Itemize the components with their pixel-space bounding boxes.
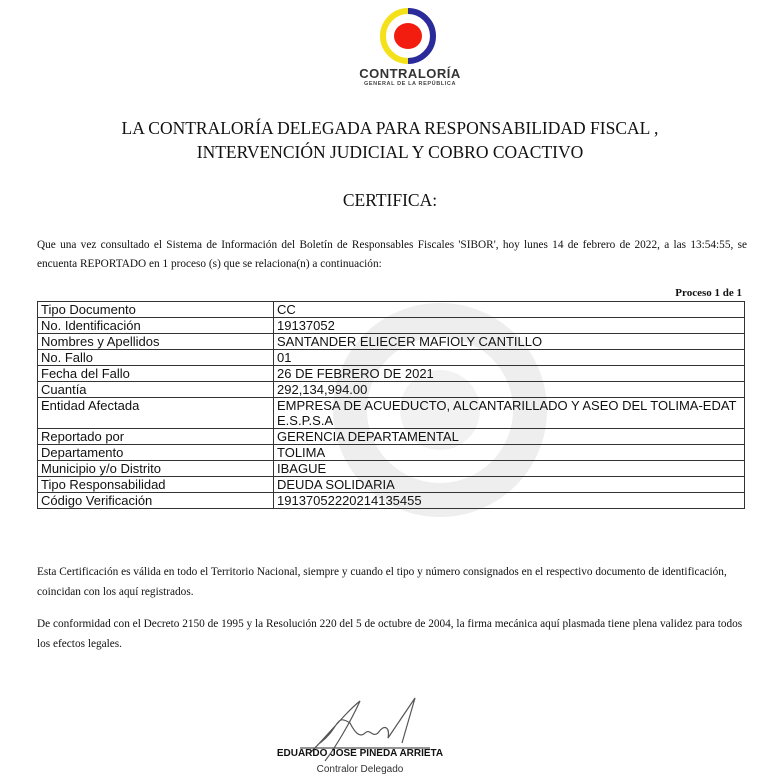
- validity-paragraph: Esta Certificación es válida en todo el Territorio Nacional, siempre y cuando el tipo y número consignados en el respectivo documento de identificación, coincidan con los aquí registrados.: [37, 566, 727, 598]
- table-row: [38, 461, 745, 477]
- row-label: Cuantía: [38, 382, 274, 398]
- signer-name: EDUARDO JOSE PINEDA ARRIETA: [276, 748, 444, 759]
- row-value: IBAGUE: [274, 461, 745, 477]
- row-value: TOLIMA: [274, 445, 745, 461]
- table-row: [38, 350, 745, 366]
- table-row: [38, 493, 745, 509]
- row-label: Departamento: [38, 445, 274, 461]
- contraloria-logo: [376, 8, 440, 64]
- table-row: [38, 445, 745, 461]
- row-value: EMPRESA DE ACUEDUCTO, ALCANTARILLADO Y ASEO DEL TOLIMA-EDAT E.S.P.S.A: [274, 398, 745, 429]
- row-label: No. Identificación: [38, 318, 274, 334]
- table-row: [38, 302, 745, 318]
- report-table: [37, 301, 745, 509]
- proceso-count: Proceso 1 de 1: [675, 287, 742, 299]
- row-value: DEUDA SOLIDARIA: [274, 477, 745, 493]
- table-row: [38, 318, 745, 334]
- row-label: Tipo Responsabilidad: [38, 477, 274, 493]
- row-value: 26 DE FEBRERO DE 2021: [274, 366, 745, 382]
- row-value: GERENCIA DEPARTAMENTAL: [274, 429, 745, 445]
- row-label: No. Fallo: [38, 350, 274, 366]
- row-label: Código Verificación: [38, 493, 274, 509]
- table-row: [38, 398, 745, 429]
- row-value: 01: [274, 350, 745, 366]
- legal-paragraph: De conformidad con el Decreto 2150 de 1995 y la Resolución 220 del 5 de octubre de 2004, la firma mecánica aquí plasmada tiene plena validez para todos los efectos legales.: [37, 618, 743, 650]
- brand-subtitle: GENERAL DE LA REPÚBLICA: [363, 81, 457, 87]
- brand-name: CONTRALORÍA: [359, 66, 461, 81]
- intro-paragraph: Que una vez consultado el Sistema de Información del Boletín de Responsables Fiscales 'SIBOR', hoy lunes 14 de febrero de 2022, a las 13:54:55, se encuenta REPORTADO en 1 proceso (s) que se relaciona(n) a continuación:: [37, 239, 747, 270]
- table-row: [38, 382, 745, 398]
- row-value: 19137052: [274, 318, 745, 334]
- title-line-2: INTERVENCIÓN JUDICIAL Y COBRO COACTIVO: [196, 142, 584, 162]
- certifica-heading: CERTIFICA:: [342, 190, 438, 210]
- table-row: [38, 366, 745, 382]
- row-value: SANTANDER ELIECER MAFIOLY CANTILLO: [274, 334, 745, 350]
- table-row: [38, 429, 745, 445]
- title-line-1: LA CONTRALORÍA DELEGADA PARA RESPONSABILIDAD FISCAL ,: [121, 118, 659, 138]
- row-value: 292,134,994.00: [274, 382, 745, 398]
- row-value: CC: [274, 302, 745, 318]
- row-label: Fecha del Fallo: [38, 366, 274, 382]
- table-row: [38, 334, 745, 350]
- row-label: Municipio y/o Distrito: [38, 461, 274, 477]
- row-label: Tipo Documento: [38, 302, 274, 318]
- row-label: Nombres y Apellidos: [38, 334, 274, 350]
- row-label: Reportado por: [38, 429, 274, 445]
- row-label: Entidad Afectada: [38, 398, 274, 429]
- table-row: [38, 477, 745, 493]
- signer-role: Contralor Delegado: [316, 764, 404, 775]
- row-value: 19137052220214135455: [274, 493, 745, 509]
